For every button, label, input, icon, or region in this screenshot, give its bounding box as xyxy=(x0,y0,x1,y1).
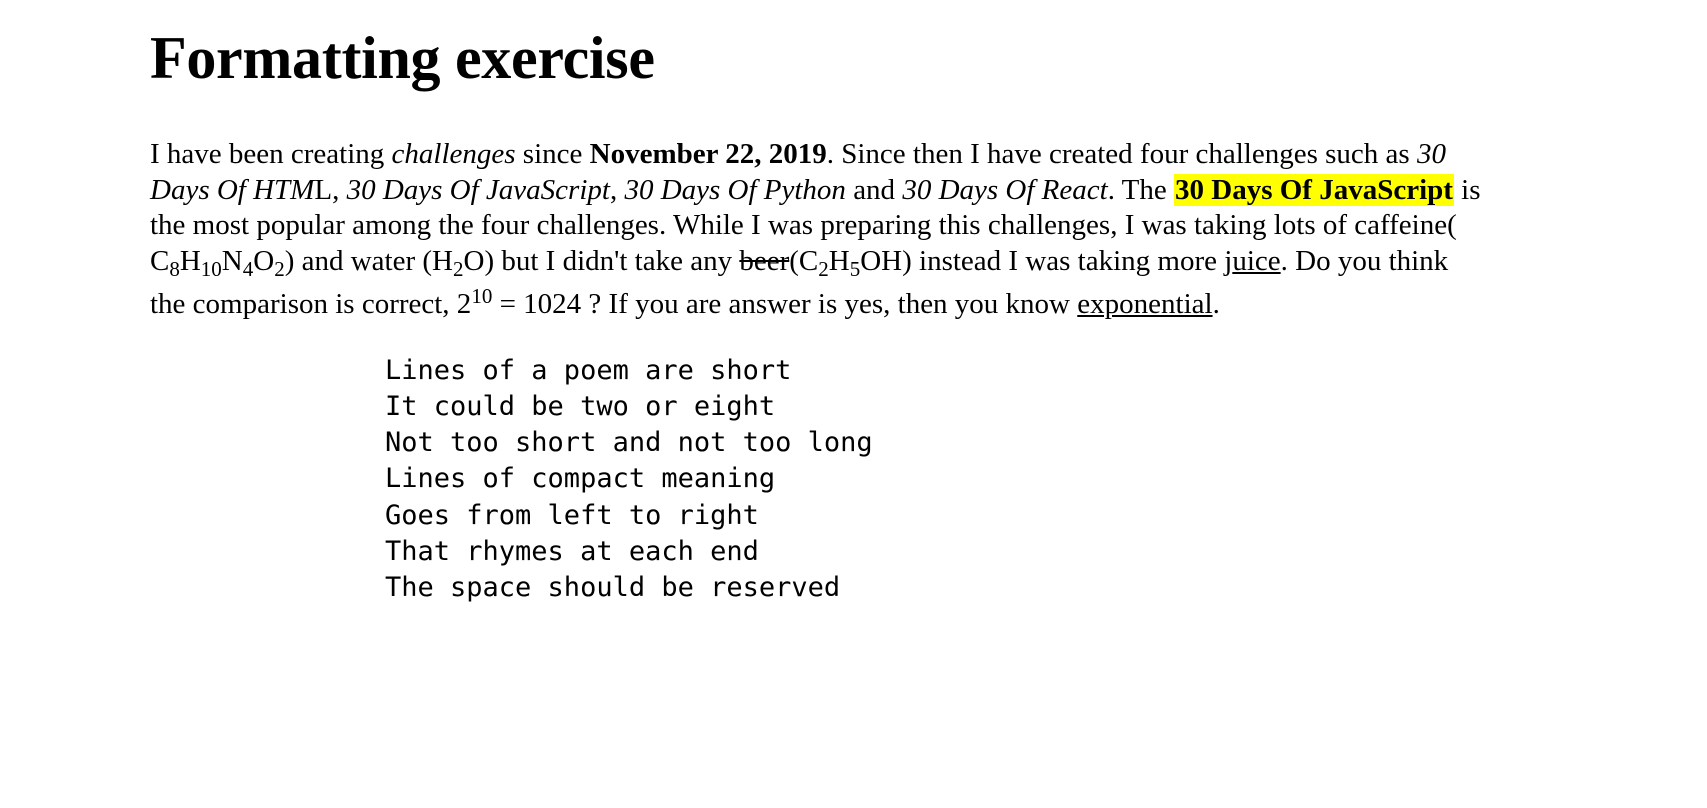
highlight-mark xyxy=(1174,174,1454,206)
ethanol-formula: $C_2H_5OH$ xyxy=(798,244,903,281)
document-page xyxy=(150,0,1490,607)
intro-text: ) and water ( xyxy=(284,244,433,277)
highlight-text: 30 Days Of JavaScript xyxy=(1175,173,1453,206)
separator: , xyxy=(609,173,625,206)
intro-text: . The xyxy=(1107,173,1174,206)
intro-text: is the most popular among the four challenges. While I was preparing this challenges, I was taking lots of caffeine( xyxy=(150,173,1481,241)
poem-line: Goes from left to right xyxy=(385,499,759,531)
intro-text: = 1024 ? If you are answer is yes, then you know xyxy=(492,288,1078,320)
poem-line: The space should be reserved xyxy=(385,572,841,604)
intro-text: . Do you think the comparison is correct, 2 xyxy=(150,244,1449,320)
emphasis-challenges: challenges xyxy=(391,138,516,170)
intro-text: . Since then I have created four challenges such as xyxy=(826,138,1417,170)
intro-text: ) instead I was taking more xyxy=(902,244,1225,277)
challenge-python: 30 Days Of Python xyxy=(624,173,846,206)
intro-text: . xyxy=(1212,288,1220,320)
exponential-abbr: exponential xyxy=(1077,288,1213,320)
intro-text: ) but I didn't take any xyxy=(484,244,740,277)
intro-text: I have been creating xyxy=(150,138,392,170)
poem-block xyxy=(385,353,1490,607)
separator: , xyxy=(332,173,347,206)
caffeine-formula: $C_8H_{10}N_4O_2$ xyxy=(150,244,285,281)
poem-line: Lines of a poem are short xyxy=(385,354,792,386)
exponent: 10 xyxy=(471,284,493,308)
juice-word: juice xyxy=(1224,244,1281,277)
start-date: November 22, 2019 xyxy=(589,138,827,170)
poem-line: Lines of compact meaning xyxy=(385,463,776,495)
struck-beer: beer xyxy=(739,244,790,277)
challenge-react: 30 Days Of React xyxy=(902,173,1108,206)
intro-text: and xyxy=(845,173,903,206)
intro-paragraph xyxy=(150,137,1490,323)
water-formula: $H_2O$ xyxy=(432,244,485,281)
challenge-javascript: 30 Days Of JavaScript xyxy=(346,173,610,206)
inserted-text: uice xyxy=(1232,244,1281,277)
intro-text: since xyxy=(515,138,590,170)
poem-line: It could be two or eight xyxy=(385,390,776,422)
intro-text: ( xyxy=(789,244,799,277)
page-title: Formatting exercise xyxy=(150,25,655,91)
poem-line: That rhymes at each end xyxy=(385,535,759,567)
poem-line: Not too short and not too long xyxy=(385,427,873,459)
challenge-html: 30 Days Of HTML xyxy=(150,138,1446,206)
